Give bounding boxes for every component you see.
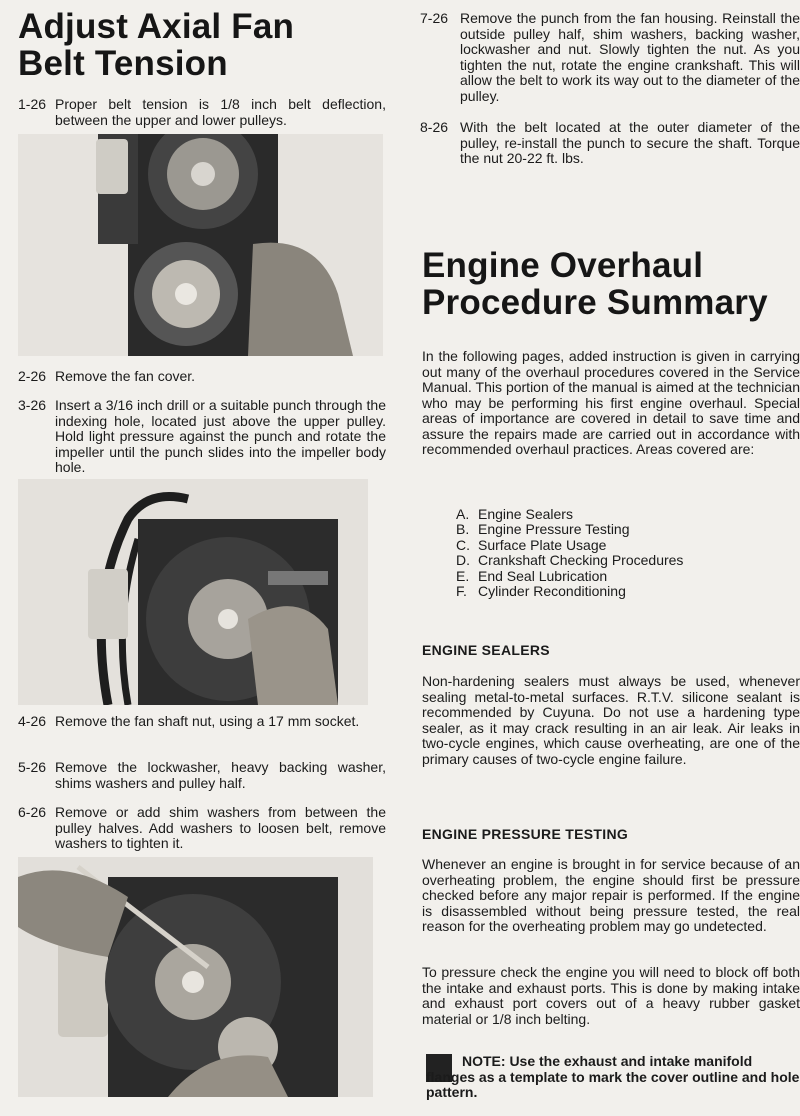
step-3-26 <box>18 398 386 476</box>
step-number: 3-26 <box>18 397 47 413</box>
step-number: 7-26 <box>420 10 449 26</box>
step-7-26 <box>420 11 800 104</box>
step-text: Remove the fan cover. <box>55 368 196 384</box>
step-6-26 <box>18 805 386 852</box>
step-number: 5-26 <box>18 759 47 775</box>
note-text: NOTE: Use the exhaust and intake manifold flanges as a template to mark the cover outline and hole pattern. <box>426 1053 800 1100</box>
pressure-paragraph-2: To pressure check the engine you will need to block off both the intake and exhaust ports. This is done by making intake and exhaust port covers out of a heavy rubber gasket material or 1/8 inch belting. <box>422 964 800 1027</box>
sealers-paragraph: Non-hardening sealers must always be used, whenever sealing metal-to-metal surfaces. R.T.V. silicone sealant is recommended by Cuyuna. Do not use a hardening type sealer, as it may crack resulting in an air leak. Air leaks in two-cycle engines, which cause overheating, are one of the primary causes of two-cycle engine failure. <box>422 673 800 767</box>
step-text: Remove the lockwasher, heavy backing washer, shims washers and pulley half. <box>55 759 386 791</box>
intro-paragraph: In the following pages, added instruction is given in carrying out many of the overhaul procedures covered in the Service Manual. This portion of the manual is aimed at the technician who may be performing his first engine overhaul. Special areas of importance are covered in detail to save time and assure the repairs made are carried out in accordance with recommended overhaul practices. Areas covered are: <box>422 348 800 457</box>
step-text: Proper belt tension is 1/8 inch belt deflection, between the upper and lower pulleys. <box>55 96 386 128</box>
list-item: D. Crankshaft Checking Procedures <box>456 552 684 569</box>
pressure-paragraph-1: Whenever an engine is brought in for service because of an overheating problem, the engine should first be pressure checked before any major repair is performed. If the engine is disassembled without being pressure tested, the real reason for the overheating problem may go undetected. <box>422 856 800 934</box>
list-item: C. Surface Plate Usage <box>456 536 607 553</box>
list-item: B. Engine Pressure Testing <box>456 521 630 538</box>
photo-fan-cover-punch <box>18 479 368 705</box>
photo-fan-pulleys <box>18 134 383 356</box>
step-number: 6-26 <box>18 804 47 820</box>
section-title-fan-belt <box>18 8 294 82</box>
title-line-2: Procedure Summary <box>422 283 768 322</box>
list-item: A. Engine Sealers <box>456 506 573 522</box>
step-text: With the belt located at the outer diameter of the pulley, re-install the punch to secure the shaft. Torque the nut 20-22 ft. lbs. <box>460 119 800 166</box>
title-line-1: Adjust Axial Fan <box>18 7 295 46</box>
step-text: Remove the fan shaft nut, using a 17 mm socket. <box>55 713 360 729</box>
step-text: Remove or add shim washers from between the pulley halves. Add washers to loosen belt, remove washers to tighten it. <box>55 804 386 851</box>
step-text: Remove the punch from the fan housing. Reinstall the outside pulley half, shim washers, backing washer, lockwasher and nut. Slowly tighten the nut. As you tighten the nut, rotate the engine crankshaft. This will allow the belt to work its way out to the diameter of the pulley. <box>460 10 800 104</box>
list-item: E. End Seal Lubrication <box>456 567 608 584</box>
areas-list <box>456 507 683 599</box>
step-text: Insert a 3/16 inch drill or a suitable punch through the indexing hole, located just above the upper pulley. Hold light pressure against the punch and rotate the impeller until the punch slides into the impeller body hole. <box>55 397 386 475</box>
step-1-26 <box>18 97 386 128</box>
step-4-26 <box>18 714 386 730</box>
step-8-26 <box>420 120 800 167</box>
step-number: 2-26 <box>18 368 47 384</box>
step-5-26 <box>18 760 386 791</box>
step-2-26 <box>18 369 386 385</box>
heading-engine-sealers: ENGINE SEALERS <box>422 642 550 658</box>
title-line-2: Belt Tension <box>18 44 228 83</box>
title-line-1: Engine Overhaul <box>422 246 704 285</box>
step-number: 4-26 <box>18 713 47 729</box>
step-number: 1-26 <box>18 96 47 112</box>
section-title-overhaul <box>422 247 768 321</box>
photo-shim-washers <box>18 857 373 1097</box>
list-item: F. Cylinder Reconditioning <box>456 583 626 600</box>
step-number: 8-26 <box>420 119 449 135</box>
heading-pressure-testing: ENGINE PRESSURE TESTING <box>422 826 629 842</box>
